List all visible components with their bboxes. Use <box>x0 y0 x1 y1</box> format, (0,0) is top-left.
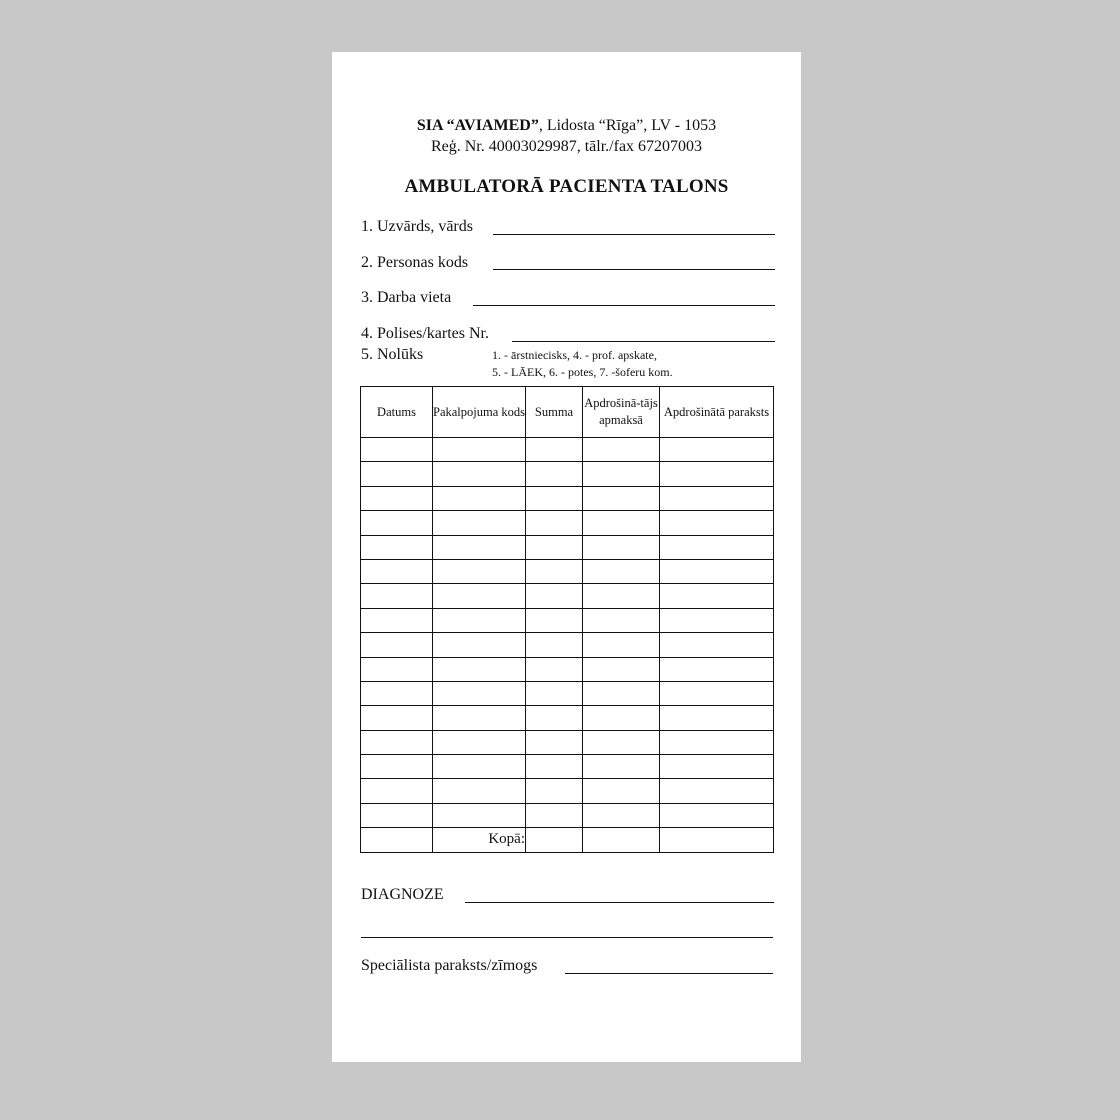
column-header-date: Datums <box>361 387 433 438</box>
table-cell[interactable] <box>526 706 583 730</box>
table-cell[interactable] <box>361 730 433 754</box>
table-row <box>361 584 774 608</box>
table-cell[interactable] <box>433 779 526 803</box>
table-cell[interactable] <box>583 803 660 827</box>
column-header-amount: Summa <box>526 387 583 438</box>
table-cell[interactable] <box>361 462 433 486</box>
table-cell[interactable] <box>660 584 774 608</box>
table-cell[interactable] <box>361 608 433 632</box>
company-name: SIA “AVIAMED” <box>416 117 539 134</box>
table-cell[interactable] <box>526 559 583 583</box>
table-cell[interactable] <box>583 462 660 486</box>
table-cell[interactable] <box>660 438 774 462</box>
table-row <box>361 486 774 510</box>
table-cell[interactable] <box>433 462 526 486</box>
table-cell[interactable] <box>583 535 660 559</box>
table-cell[interactable] <box>361 706 433 730</box>
table-cell[interactable] <box>433 730 526 754</box>
policy-number-input-line[interactable] <box>512 341 775 342</box>
table-cell[interactable] <box>583 730 660 754</box>
workplace-input-line[interactable] <box>473 305 775 306</box>
table-cell[interactable] <box>361 535 433 559</box>
table-row <box>361 438 774 462</box>
table-cell[interactable] <box>583 706 660 730</box>
table-row <box>361 462 774 486</box>
table-cell[interactable] <box>660 462 774 486</box>
table-row <box>361 730 774 754</box>
specialist-signature-line[interactable] <box>565 973 773 974</box>
table-cell[interactable] <box>660 633 774 657</box>
purpose-options-line2: 5. - LĀEK, 6. - potes, 7. -šoferu kom. <box>492 365 673 379</box>
company-line <box>332 117 801 135</box>
table-cell[interactable] <box>433 681 526 705</box>
table-row <box>361 633 774 657</box>
table-cell[interactable] <box>526 535 583 559</box>
field-label-name: 1. Uzvārds, vārds <box>361 218 473 235</box>
specialist-signature-label: Speciālista paraksts/zīmogs <box>361 957 538 974</box>
column-header-service-code: Pakalpojuma kods <box>433 387 526 438</box>
table-cell[interactable] <box>526 486 583 510</box>
table-cell[interactable] <box>361 584 433 608</box>
table-cell[interactable] <box>433 438 526 462</box>
table-row <box>361 559 774 583</box>
table-cell[interactable] <box>526 462 583 486</box>
table-cell[interactable] <box>433 511 526 535</box>
table-cell[interactable] <box>526 657 583 681</box>
table-cell[interactable] <box>433 608 526 632</box>
purpose-options-line1: 1. - ārstniecisks, 4. - prof. apskate, <box>492 348 657 362</box>
table-cell[interactable] <box>583 584 660 608</box>
table-body <box>361 438 774 828</box>
table-cell[interactable] <box>433 486 526 510</box>
table-cell[interactable] <box>660 681 774 705</box>
total-blank-cell <box>361 828 433 852</box>
form-title: AMBULATORĀ PACIENTA TALONS <box>404 176 729 197</box>
table-cell[interactable] <box>583 657 660 681</box>
table-cell[interactable] <box>660 608 774 632</box>
table-cell[interactable] <box>526 779 583 803</box>
table-row <box>361 535 774 559</box>
table-cell[interactable] <box>361 803 433 827</box>
table-cell[interactable] <box>361 633 433 657</box>
table-cell[interactable] <box>361 657 433 681</box>
table-row <box>361 511 774 535</box>
column-header-insured-signature: Apdrošinātā paraksts <box>660 387 774 438</box>
table-cell[interactable] <box>526 681 583 705</box>
table-cell[interactable] <box>526 584 583 608</box>
table-cell[interactable] <box>361 511 433 535</box>
table-cell[interactable] <box>583 608 660 632</box>
table-cell[interactable] <box>660 755 774 779</box>
company-address: , Lidosta “Rīga”, LV - 1053 <box>538 117 717 134</box>
table-header-row <box>361 387 774 438</box>
table-row <box>361 803 774 827</box>
table-cell[interactable] <box>433 584 526 608</box>
table-cell[interactable] <box>660 779 774 803</box>
table-cell[interactable] <box>660 730 774 754</box>
table-cell[interactable] <box>526 755 583 779</box>
diagnosis-input-line[interactable] <box>465 902 774 903</box>
table-cell[interactable] <box>583 511 660 535</box>
name-input-line[interactable] <box>493 234 775 235</box>
personal-code-input-line[interactable] <box>493 269 775 270</box>
table-cell[interactable] <box>361 755 433 779</box>
table-cell[interactable] <box>361 779 433 803</box>
table-cell[interactable] <box>526 803 583 827</box>
table-cell[interactable] <box>526 730 583 754</box>
table-row <box>361 779 774 803</box>
table-cell[interactable] <box>361 486 433 510</box>
field-label-personal-code: 2. Personas kods <box>361 254 469 271</box>
total-blank-cell <box>583 828 660 852</box>
registration-line: Reģ. Nr. 40003029987, tālr./fax 67207003 <box>430 138 703 155</box>
table-cell[interactable] <box>583 438 660 462</box>
table-cell[interactable] <box>433 535 526 559</box>
table-cell[interactable] <box>526 633 583 657</box>
table-cell[interactable] <box>433 706 526 730</box>
table-cell[interactable] <box>660 511 774 535</box>
total-blank-cell <box>660 828 774 852</box>
table-row <box>361 755 774 779</box>
table-cell[interactable] <box>583 681 660 705</box>
field-label-workplace: 3. Darba vieta <box>361 289 452 306</box>
column-header-insurer-pays: Apdrošinā-tājs apmaksā <box>583 387 660 438</box>
table-cell[interactable] <box>526 438 583 462</box>
table-cell[interactable] <box>433 559 526 583</box>
table-cell[interactable] <box>660 706 774 730</box>
table-cell[interactable] <box>361 438 433 462</box>
table-cell[interactable] <box>433 755 526 779</box>
table-cell[interactable] <box>660 559 774 583</box>
table-cell[interactable] <box>660 486 774 510</box>
table-cell[interactable] <box>361 681 433 705</box>
total-row <box>361 828 774 852</box>
table-cell[interactable] <box>583 486 660 510</box>
table-cell[interactable] <box>660 803 774 827</box>
diagnosis-label: DIAGNOZE <box>361 886 444 903</box>
table-cell[interactable] <box>433 633 526 657</box>
table-cell[interactable] <box>583 633 660 657</box>
table-cell[interactable] <box>583 559 660 583</box>
table-cell[interactable] <box>433 803 526 827</box>
table-row <box>361 657 774 681</box>
table-cell[interactable] <box>433 657 526 681</box>
field-label-purpose: 5. Nolūks <box>361 346 424 363</box>
table-row <box>361 706 774 730</box>
form-sheet <box>332 52 801 1062</box>
services-table <box>360 386 774 853</box>
total-label: Kopā: <box>433 828 526 852</box>
table-cell[interactable] <box>660 657 774 681</box>
table-cell[interactable] <box>583 755 660 779</box>
table-cell[interactable] <box>583 779 660 803</box>
field-label-policy-number: 4. Polises/kartes Nr. <box>361 325 489 342</box>
diagnosis-continuation-line[interactable] <box>361 937 773 938</box>
table-cell[interactable] <box>526 511 583 535</box>
table-cell[interactable] <box>361 559 433 583</box>
table-row <box>361 681 774 705</box>
table-cell[interactable] <box>526 608 583 632</box>
total-amount-cell[interactable] <box>526 828 583 852</box>
table-cell[interactable] <box>660 535 774 559</box>
table-row <box>361 608 774 632</box>
